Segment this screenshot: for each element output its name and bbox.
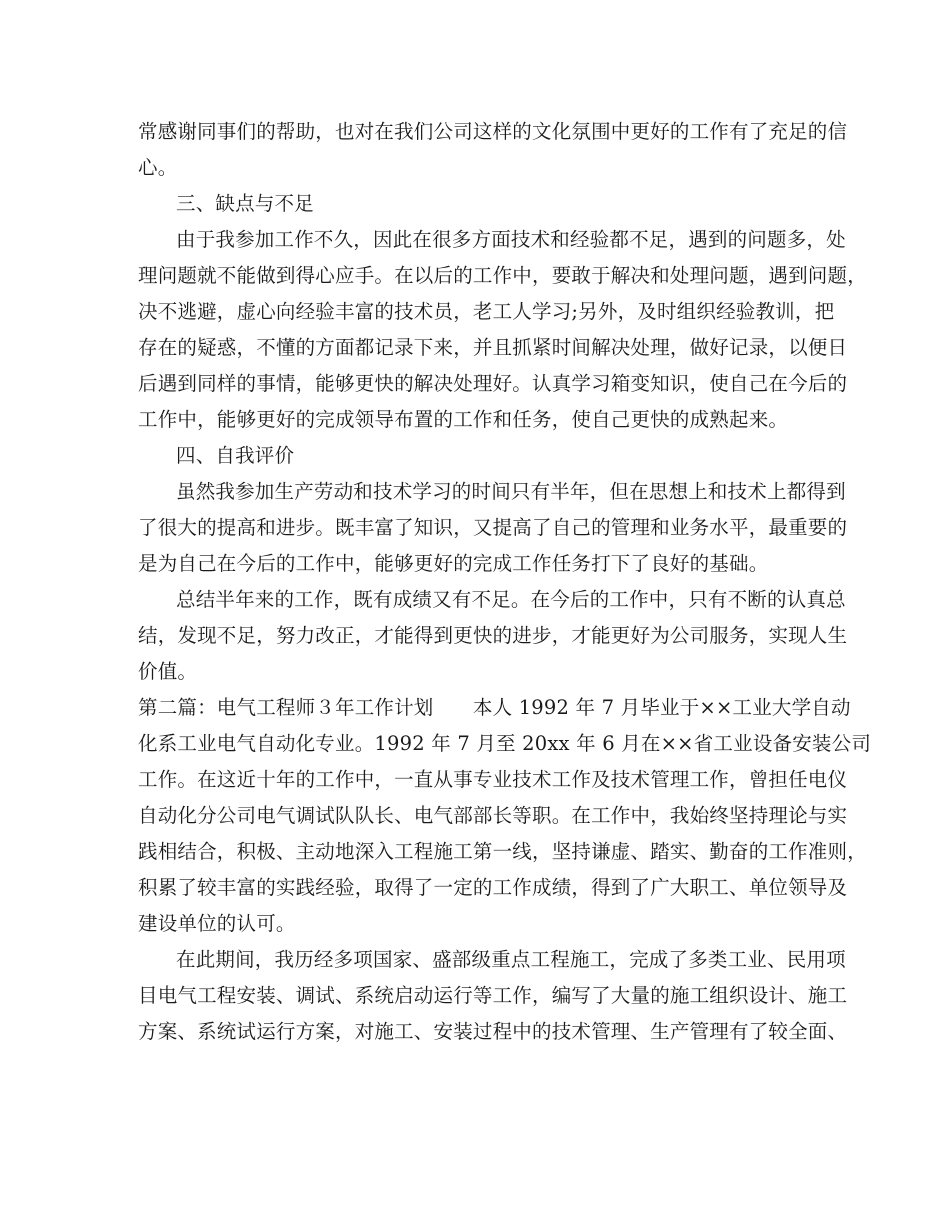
text-line: 结，发现不足，努力改正，才能得到更快的进步，才能更好为公司服务，实现人生 [138,624,848,647]
text-line: 在此期间，我历经多项国家、盛部级重点工程施工，完成了多类工业、民用项 [176,948,846,971]
text-line: 由于我参加工作不久，因此在很多方面技术和经验都不足，遇到的问题多，处 [176,228,846,251]
text-line: 自动化分公司电气调试队队长、电气部部长等职。在工作中，我始终坚持理论与实 [138,804,848,827]
text-line: 建设单位的认可。 [138,912,296,935]
text-line: 化系工业电气自动化专业。1992 年 7 月至 20xx 年 6 月在××省工业设备安装公司 [138,732,872,755]
text-line: 工作。在这近十年的工作中，一直从事专业技术工作及技术管理工作，曾担任电仪 [138,768,848,791]
chapter-title-line: 第二篇：电气工程师３年工作计划 本人 1992 年 7 月毕业于××工业大学自动 [138,696,851,719]
text-line: 虽然我参加生产劳动和技术学习的时间只有半年，但在思想上和技术上都得到 [176,480,846,503]
section-heading: 三、缺点与不足 [176,192,314,215]
section-heading: 四、自我评价 [176,444,295,467]
text-line: 总结半年来的工作，既有成绩又有不足。在今后的工作中，只有不断的认真总 [176,588,846,611]
text-line: 积累了较丰富的实践经验，取得了一定的工作成绩，得到了广大职工、单位领导及 [138,876,848,899]
text-line: 践相结合，积极、主动地深入工程施工第一线，坚持谦虚、踏实、勤奋的工作准则， [138,840,867,863]
text-line: 了很大的提高和进步。既丰富了知识，又提高了自己的管理和业务水平，最重要的 [138,516,848,539]
text-line: 目电气工程安装、调试、系统启动运行等工作，编写了大量的施工组织设计、施工 [138,984,848,1007]
text-line: 工作中，能够更好的完成领导布置的工作和任务，使自己更快的成熟起来。 [138,408,789,431]
text-line: 价值。 [138,660,198,683]
text-line: 方案、系统试运行方案，对施工、安装过程中的技术管理、生产管理有了较全面、 [138,1020,848,1043]
text-line: 常感谢同事们的帮助，也对在我们公司这样的文化氛围中更好的工作有了充足的信 [138,120,848,143]
text-line: 决不逃避，虚心向经验丰富的技术员，老工人学习;另外，及时组织经验教训，把 [138,300,835,323]
text-line: 心。 [138,156,178,179]
text-line: 是为自己在今后的工作中，能够更好的完成工作任务打下了良好的基础。 [138,552,769,575]
text-line: 理问题就不能做到得心应手。在以后的工作中，要敢于解决和处理问题，遇到问题， [138,264,867,287]
text-line: 后遇到同样的事情，能够更快的解决处理好。认真学习箱变知识，使自己在今后的 [138,372,848,395]
text-line: 存在的疑惑，不懂的方面都记录下来，并且抓紧时间解决处理，做好记录，以便日 [138,336,848,359]
